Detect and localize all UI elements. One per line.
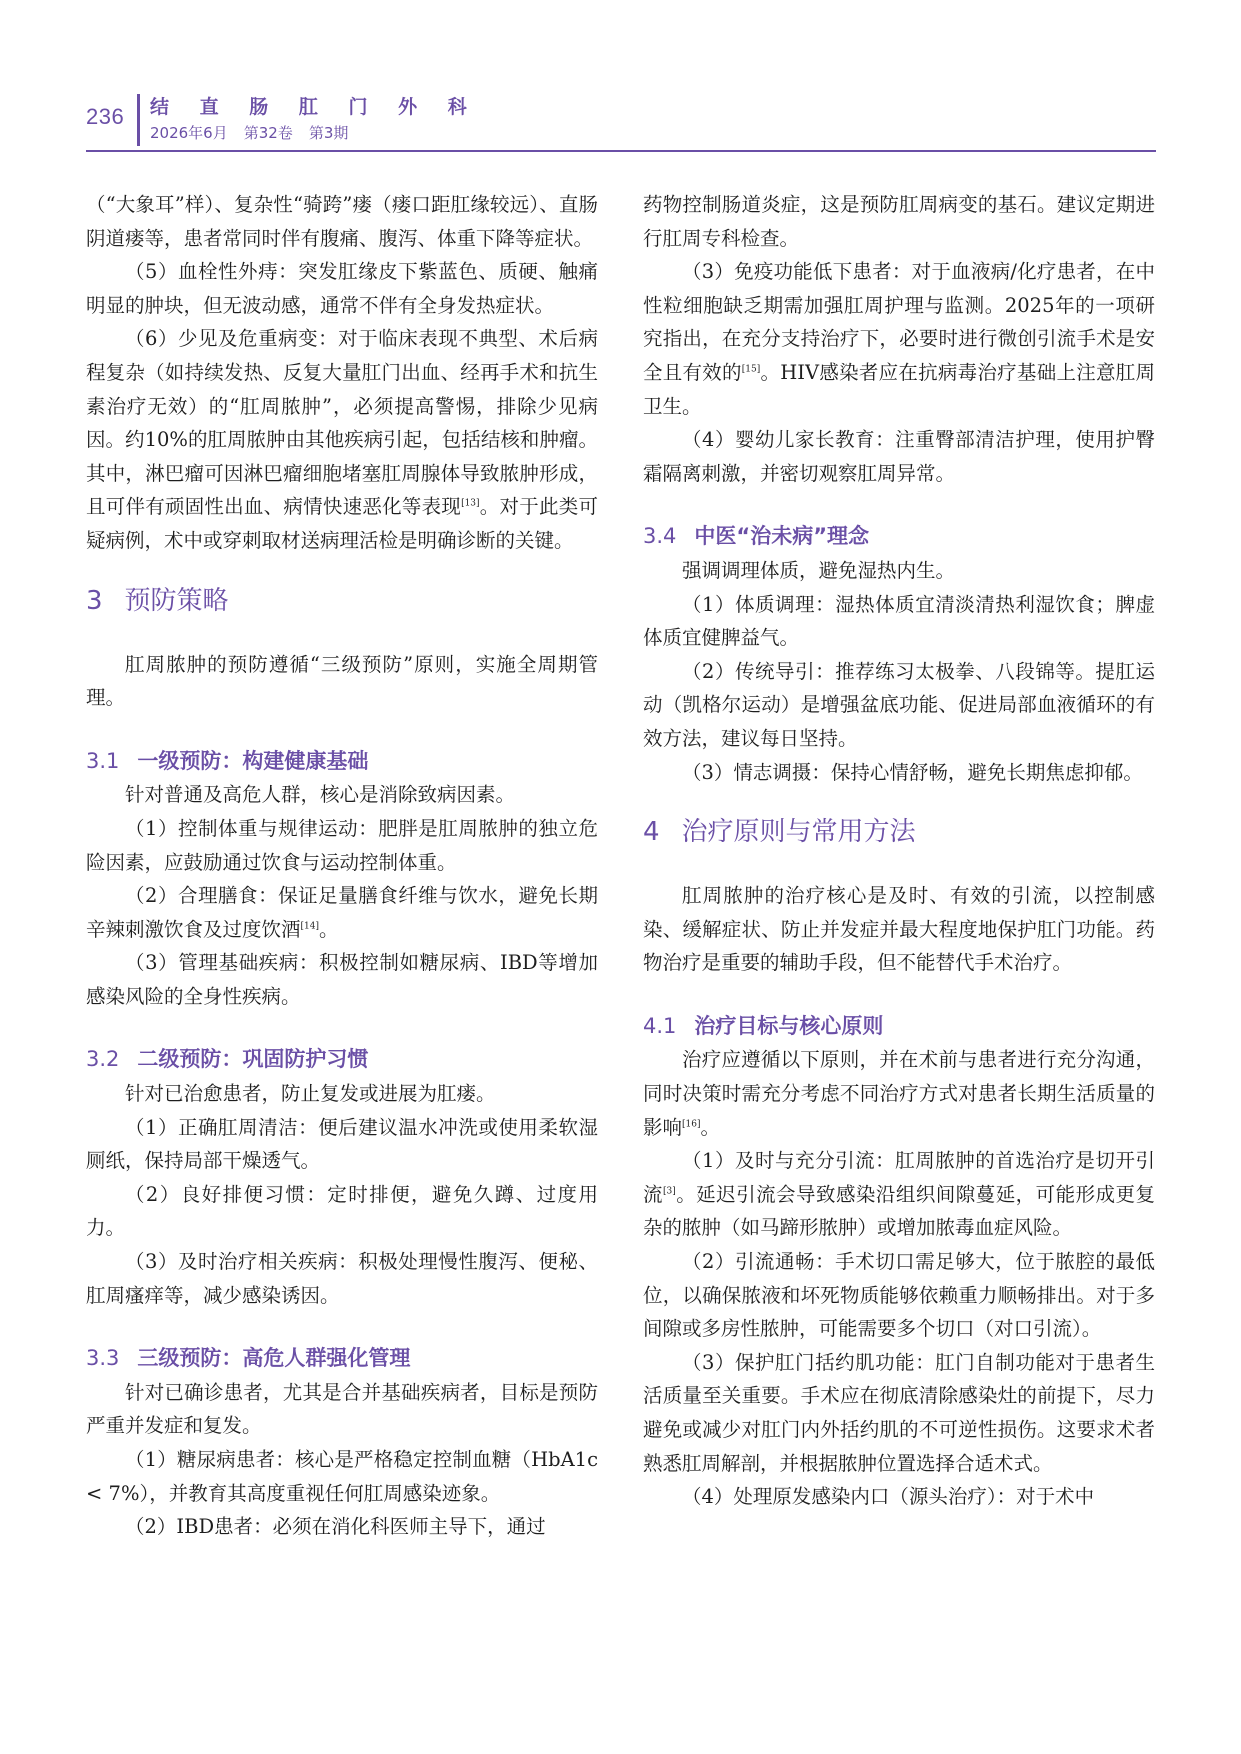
paragraph: 针对已治愈患者，防止复发或进展为肛瘘。 — [125, 1082, 496, 1106]
subsection-heading: 3.4 中医“治未病”理念 — [643, 524, 870, 549]
paragraph: （3）及时治疗相关疾病：积极处理慢性腹泻、便秘、肛周瘙痒等，减少感染诱因。 — [86, 1250, 598, 1307]
section-heading: 4 治疗原则与常用方法 — [643, 817, 916, 848]
citation: [15] — [741, 364, 761, 375]
page-number: 236 — [86, 104, 125, 129]
right-column — [643, 188, 1155, 1514]
journal-title: 结 直 肠 肛 门 外 科 — [150, 96, 479, 118]
paragraph: 药物控制肠道炎症，这是预防肛周病变的基石。建议定期进行肛周专科检查。 — [643, 193, 1155, 250]
subsection-heading: 3.2 二级预防：巩固防护习惯 — [86, 1047, 369, 1072]
page-header — [0, 0, 1241, 160]
left-column — [86, 188, 598, 1544]
paragraph: 肛周脓肿的预防遵循“三级预防”原则，实施全周期管理。 — [86, 652, 598, 710]
paragraph: （2）传统导引：推荐练习太极拳、八段锦等。提肛运动（凯格尔运动）是增强盆底功能、促进局部血液循环的有效方法，建议每日坚持。 — [643, 659, 1155, 750]
subsection-heading: 3.1 一级预防：构建健康基础 — [86, 748, 369, 773]
issue-info — [150, 122, 364, 143]
paragraph: 治疗应遵循以下原则，并在术前与患者进行充分沟通，同时决策时需充分考虑不同治疗方式对患者长期生活质量的影响[16]。 — [643, 1048, 1155, 1139]
header-divider — [137, 94, 140, 146]
paragraph: （2）IBD患者：必须在消化科医师主导下，通过 — [125, 1515, 546, 1539]
paragraph: （2）引流通畅：手术切口需足够大，位于脓腔的最低位，以确保脓液和坏死物质能够依赖重力顺畅排出。对于多间隙或多房性脓肿，可能需要多个切口（对口引流）。 — [643, 1250, 1155, 1341]
paragraph: （1）体质调理：湿热体质宜清淡清热利湿饮食；脾虚体质宜健脾益气。 — [643, 592, 1155, 650]
paragraph: （3）免疫功能低下患者：对于血液病/化疗患者，在中性粒细胞缺乏期需加强肛周护理与监测。2025年的一项研究指出，在充分支持治疗下，必要时进行微创引流手术是安全且有效的[15]。HIV感染者应在抗病毒治疗基础上注意肛周卫生。 — [643, 260, 1155, 418]
paragraph: （2）合理膳食：保证足量膳食纤维与饮水，避免长期辛辣刺激饮食及过度饮酒[14]。 — [86, 884, 598, 941]
issue-date: 2026年6月 — [150, 124, 228, 142]
paragraph: （3）管理基础疾病：积极控制如糖尿病、IBD等增加感染风险的全身性疾病。 — [86, 951, 598, 1008]
paragraph: （2）良好排便习惯：定时排便，避免久蹲、过度用力。 — [86, 1182, 598, 1240]
paragraph: （4）处理原发感染内口（源头治疗）：对于术中 — [682, 1485, 1095, 1509]
paragraph: （4）婴幼儿家长教育：注重臀部清洁护理，使用护臀霜隔离刺激，并密切观察肛周异常。 — [643, 428, 1155, 485]
paragraph: （3）保护肛门括约肌功能：肛门自制功能对于患者生活质量至关重要。手术应在彻底清除感染灶的前提下，尽力避免或减少对肛门内外括约肌的不可逆性损伤。这要求术者熟悉肛周解剖，并根据脓肿位置选择合适术式。 — [643, 1350, 1155, 1475]
paragraph: 强调调理体质，避免湿热内生。 — [682, 558, 956, 582]
paragraph: 肛周脓肿的治疗核心是及时、有效的引流，以控制感染、缓解症状、防止并发症并最大程度地保护肛门功能。药物治疗是重要的辅助手段，但不能替代手术治疗。 — [643, 884, 1155, 975]
citation: [3] — [662, 1186, 676, 1197]
header-rule — [86, 150, 1156, 152]
subsection-heading: 3.3 三级预防：高危人群强化管理 — [86, 1346, 411, 1371]
paragraph: 针对普通及高危人群，核心是消除致病因素。 — [125, 783, 516, 807]
issue-volume: 第32卷 — [243, 124, 293, 142]
paragraph: （“大象耳”样）、复杂性“骑跨”瘘（瘘口距肛缘较远）、直肠阴道瘘等，患者常同时伴有腹痛、腹泻、体重下降等症状。 — [86, 193, 598, 250]
section-heading: 3 预防策略 — [86, 585, 229, 616]
paragraph: （1）控制体重与规律运动：肥胖是肛周脓肿的独立危险因素，应鼓励通过饮食与运动控制体重。 — [86, 816, 598, 874]
citation: [16] — [682, 1119, 701, 1130]
citation: [13] — [461, 498, 480, 509]
paragraph: （3）情志调摄：保持心情舒畅，避免长期焦虑抑郁。 — [682, 760, 1143, 784]
issue-number: 第3期 — [308, 124, 349, 142]
paragraph: （1）糖尿病患者：核心是严格稳定控制血糖（HbA1c < 7%），并教育其高度重视任何肛周感染迹象。 — [86, 1448, 598, 1505]
subsection-heading: 4.1 治疗目标与核心原则 — [643, 1013, 884, 1038]
citation: [14] — [300, 921, 319, 932]
paragraph: 针对已确诊患者，尤其是合并基础疾病者，目标是预防严重并发症和复发。 — [86, 1380, 598, 1438]
paragraph: （6）少见及危重病变：对于临床表现不典型、术后病程复杂（如持续发热、反复大量肛门出血、经再手术和抗生素治疗无效）的“肛周脓肿”，必须提高警惕，排除少见病因。约10%的肛周脓肿由其他疾病引起，包括结核和肿瘤。其中，淋巴瘤可因淋巴瘤细胞堵塞肛周腺体导致脓肿形成，且可伴有顽固性出血、病情快速恶化等表现[13]。对于此类可疑病例，术中或穿刺取材送病理活检是明确诊断的关键。 — [86, 327, 598, 552]
paragraph: （1）及时与充分引流：肛周脓肿的首选治疗是切开引流[3]。延迟引流会导致感染沿组织间隙蔓延，可能形成更复杂的脓肿（如马蹄形脓肿）或增加脓毒血症风险。 — [643, 1149, 1155, 1240]
paragraph: （5）血栓性外痔：突发肛缘皮下紫蓝色、质硬、触痛明显的肿块，但无波动感，通常不伴有全身发热症状。 — [86, 260, 598, 317]
paragraph: （1）正确肛周清洁：便后建议温水冲洗或使用柔软湿厕纸，保持局部干燥透气。 — [86, 1115, 598, 1173]
